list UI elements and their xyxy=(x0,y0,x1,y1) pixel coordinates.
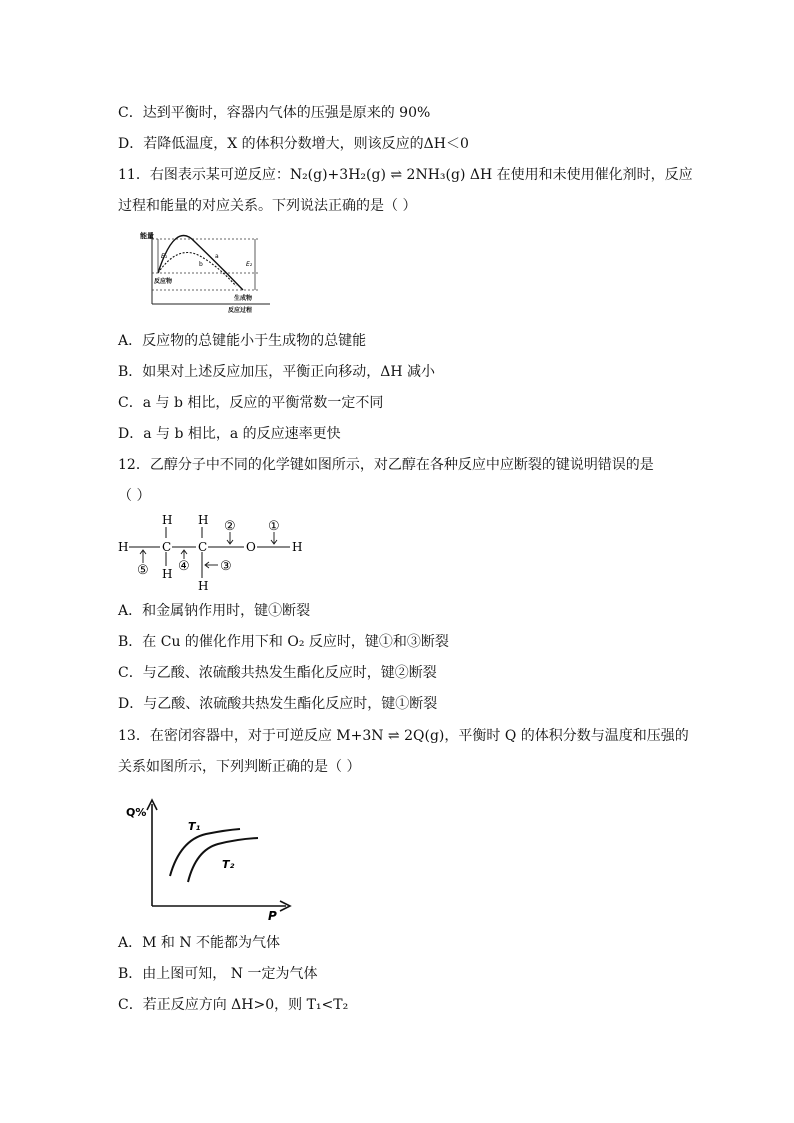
q11-option-a: A．反应物的总键能小于生成物的总键能 xyxy=(118,333,367,349)
q12-option-c: C．与乙酸、浓硫酸共热发生酯化反应时，键②断裂 xyxy=(118,665,437,681)
q13-stem-line2: 关系如图所示，下列判断正确的是（ ） xyxy=(118,759,361,775)
q13-q-percent-graph xyxy=(126,794,296,924)
q12-option-d: D．与乙酸、浓硫酸共热发生酯化反应时，键①断裂 xyxy=(118,696,438,712)
q11-x-axis-label: 反应过程 xyxy=(228,307,253,314)
q13-option-c: C．若正反应方向 ΔH>0，则 T₁<T₂ xyxy=(118,997,349,1013)
q11-option-c: C．a 与 b 相比，反应的平衡常数一定不同 xyxy=(118,395,384,411)
q12-bond-2-label: ② xyxy=(224,519,236,534)
q13-option-b: B．由上图可知， N 一定为气体 xyxy=(118,966,318,982)
q12-option-a: A．和金属钠作用时，键①断裂 xyxy=(118,603,311,619)
q11-reactant-label: 反应物 xyxy=(154,278,173,285)
q11-stem-line1: 11．右图表示某可逆反应：N₂(g)+3H₂(g) ⇌ 2NH₃(g) ΔH 在使用和未使用催化剂时，反应 xyxy=(118,167,693,183)
q12-atom-h-c2-bottom: H xyxy=(198,579,209,592)
q12-atom-h-c2-top: H xyxy=(198,513,209,527)
q12-atom-c2: C xyxy=(198,540,208,554)
q13-stem-line1: 13．在密闭容器中，对于可逆反应 M+3N ⇌ 2Q(g)，平衡时 Q 的体积分数与温度和压强的 xyxy=(118,728,689,744)
q13-x-axis-label: P xyxy=(268,909,277,923)
q12-option-b: B．在 Cu 的催化作用下和 O₂ 反应时，键①和③断裂 xyxy=(118,634,449,650)
q11-energy-diagram xyxy=(140,226,280,318)
q12-stem-line2: （ ） xyxy=(118,488,151,504)
q12-bond-5-label: ⑤ xyxy=(137,563,149,578)
q11-e1-label: E₁ xyxy=(161,253,168,260)
q10-option-c: C．达到平衡时，容器内气体的压强是原来的 90% xyxy=(118,105,431,121)
q11-e2-label: E₂ xyxy=(246,261,253,268)
q11-option-d: D．a 与 b 相比，a 的反应速率更快 xyxy=(118,426,341,442)
q11-y-axis-label: 能量 xyxy=(140,232,154,240)
q11-stem-line2: 过程和能量的对应关系。下列说法正确的是（ ） xyxy=(118,198,417,214)
q13-curve-t1-label: T₁ xyxy=(188,820,201,833)
q11-option-b: B．如果对上述反应加压，平衡正向移动，ΔH 减小 xyxy=(118,364,436,380)
q13-option-a: A．M 和 N 不能都为气体 xyxy=(118,935,281,951)
q12-atom-h-c1-top: H xyxy=(162,513,173,527)
q13-y-axis-label: Q% xyxy=(126,806,147,819)
q12-atom-h-c1-bottom: H xyxy=(162,567,173,581)
q12-atom-h-right: H xyxy=(292,540,303,554)
q12-ethanol-structure xyxy=(116,510,316,592)
q12-bond-1-label: ① xyxy=(268,519,280,534)
q12-bond-4-label: ④ xyxy=(178,559,190,574)
q12-atom-c1: C xyxy=(162,540,172,554)
q11-curve-b-label: b xyxy=(199,261,203,268)
q10-option-d: D．若降低温度，X 的体积分数增大，则该反应的ΔH＜0 xyxy=(118,136,469,152)
q13-curve-t2-label: T₂ xyxy=(222,858,235,871)
q12-atom-h-left: H xyxy=(118,540,129,554)
q12-atom-o: O xyxy=(246,540,256,554)
q12-bond-3-label: ③ xyxy=(220,559,232,574)
q11-curve-a-label: a xyxy=(215,253,219,260)
q12-stem-line1: 12．乙醇分子中不同的化学键如图所示，对乙醇在各种反应中应断裂的键说明错误的是 xyxy=(118,457,654,473)
q11-product-label: 生成物 xyxy=(234,295,253,302)
